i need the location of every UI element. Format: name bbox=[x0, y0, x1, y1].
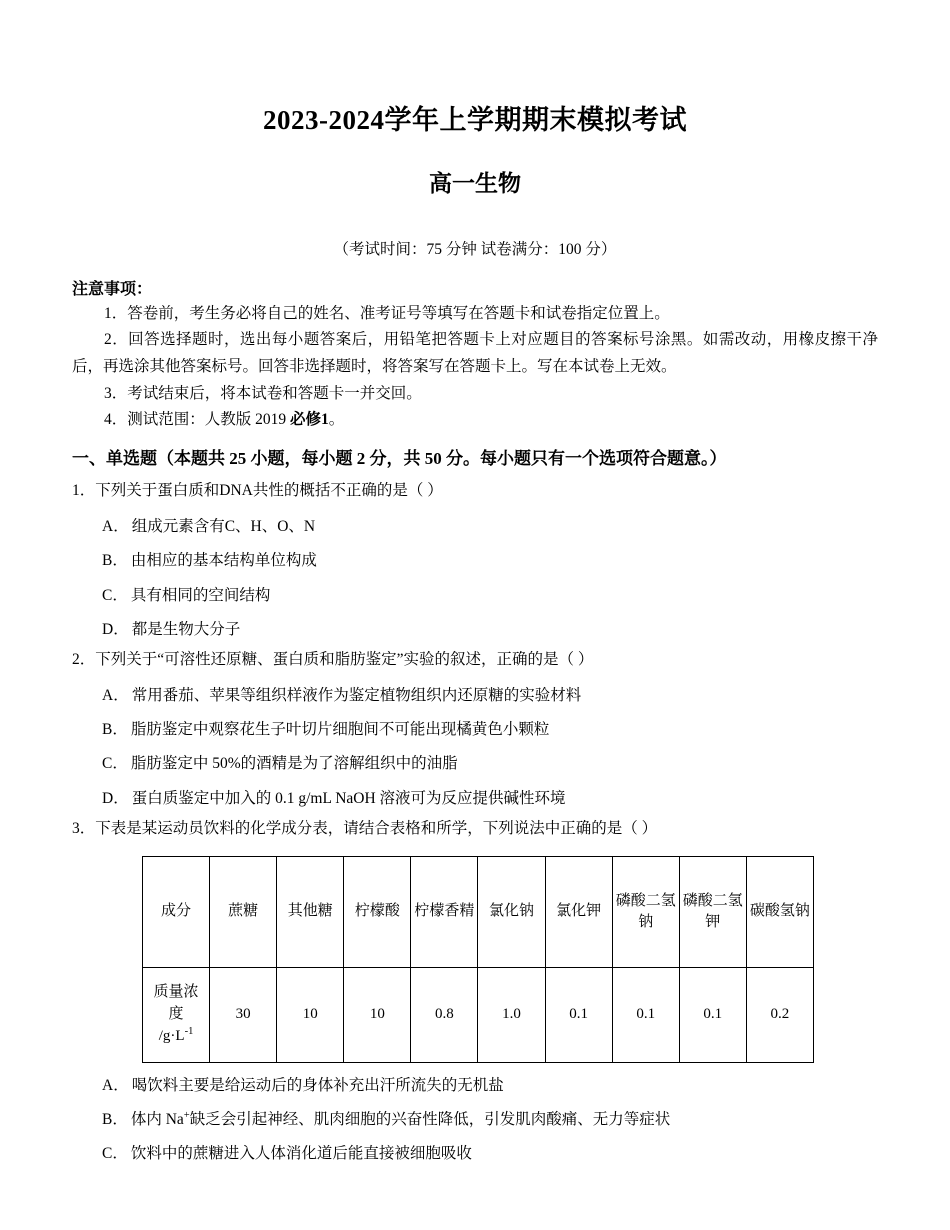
question-2-option-d bbox=[72, 776, 878, 810]
question-1-stem bbox=[72, 472, 878, 504]
option-text: 饮料中的蔗糖进入人体消化道后能直接被细胞吸收 bbox=[130, 1145, 472, 1163]
question-1-text: 下列关于蛋白质和DNA共性的概括不正确的是（ ） bbox=[95, 482, 443, 500]
option-label: D． bbox=[102, 620, 129, 638]
option-text: 蛋白质鉴定中加入的 0.1 g/mL NaOH 溶液可为反应提供碱性环境 bbox=[131, 789, 566, 807]
note-item-3: 3．考试结束后，将本试卷和答题卡一并交回。 bbox=[104, 384, 422, 402]
question-1-number: 1． bbox=[72, 482, 96, 500]
option-text: 组成元素含有C、H、O、N bbox=[131, 518, 316, 536]
table-value-cell-6: 0.1 bbox=[612, 967, 679, 1062]
option-label: A． bbox=[102, 686, 129, 704]
question-3-option-b bbox=[72, 1097, 878, 1131]
page-subtitle: 高一生物 bbox=[429, 171, 521, 197]
option-text: 脂肪鉴定中观察花生子叶切片细胞间不可能出现橘黄色小颗粒 bbox=[130, 721, 550, 739]
question-3-text: 下表是某运动员饮料的化学成分表，请结合表格和所学，下列说法中正确的是（ ） bbox=[95, 819, 658, 837]
ion-charge-superscript: + bbox=[183, 1109, 190, 1121]
option-text: 都是生物大分子 bbox=[131, 620, 241, 638]
table-header-cell-3: 柠檬酸 bbox=[344, 856, 411, 967]
row-label-line2: 度 bbox=[168, 1005, 184, 1022]
option-label: B． bbox=[102, 552, 128, 570]
option-text: 脂肪鉴定中 50%的酒精是为了溶解组织中的油脂 bbox=[130, 755, 458, 773]
question-2-stem bbox=[72, 641, 878, 673]
row-label-unit-exponent: -1 bbox=[184, 1025, 194, 1037]
table-value-cell-4: 1.0 bbox=[478, 967, 545, 1062]
note-item-4-suffix: 。 bbox=[328, 411, 345, 429]
option-label: D． bbox=[102, 789, 129, 807]
option-label: A． bbox=[102, 518, 129, 536]
question-1-option-c bbox=[72, 573, 878, 607]
option-text: 喝饮料主要是给运动后的身体补充出汗所流失的无机盐 bbox=[131, 1076, 504, 1094]
table-value-cell-0: 30 bbox=[210, 967, 277, 1062]
option-label: A． bbox=[102, 1076, 129, 1094]
question-1-option-d bbox=[72, 607, 878, 641]
table-row-label-concentration bbox=[143, 967, 210, 1062]
row-label-unit: /g·L bbox=[158, 1027, 185, 1044]
question-3-option-a bbox=[72, 1063, 878, 1097]
table-value-cell-3: 0.8 bbox=[411, 967, 478, 1062]
note-item-4-scope: 必修1 bbox=[290, 411, 329, 429]
notes-heading: 注意事项： bbox=[72, 280, 153, 298]
table-header-cell-4: 柠檬香精 bbox=[411, 856, 478, 967]
question-2-option-a bbox=[72, 673, 878, 707]
table-value-cell-2: 10 bbox=[344, 967, 411, 1062]
note-item-2: 2．回答选择题时，选出每小题答案后，用铅笔把答题卡上对应题目的答案标号涂黑。如需改动，用橡皮擦干净后，再选涂其他答案标号。回答非选择题时，将答案写在答题卡上。写在本试卷上无效。 bbox=[72, 331, 878, 376]
table-header-cell-9: 碳酸氢钠 bbox=[746, 856, 813, 967]
question-1-option-a bbox=[72, 504, 878, 538]
table-value-cell-1: 10 bbox=[277, 967, 344, 1062]
table-header-cell-6: 氯化钾 bbox=[545, 856, 612, 967]
option-text-before: 体内 Na bbox=[130, 1111, 184, 1129]
table-header-cell-2: 其他糖 bbox=[277, 856, 344, 967]
table-header-cell-8: 磷酸二氢钾 bbox=[679, 856, 746, 967]
question-1-option-b bbox=[72, 538, 878, 572]
drink-composition-table bbox=[142, 856, 814, 1063]
table-header-cell-1: 蔗糖 bbox=[210, 856, 277, 967]
table-header-cell-7: 磷酸二氢钠 bbox=[612, 856, 679, 967]
option-label: C． bbox=[102, 755, 128, 773]
table-value-row bbox=[143, 967, 814, 1062]
question-3-stem bbox=[72, 810, 878, 842]
exam-info: （考试时间：75 分钟 试卷满分：100 分） bbox=[333, 240, 617, 258]
table-value-cell-7: 0.1 bbox=[679, 967, 746, 1062]
question-3-option-c bbox=[72, 1131, 878, 1165]
table-value-cell-5: 0.1 bbox=[545, 967, 612, 1062]
question-3-number: 3． bbox=[72, 819, 96, 837]
option-text-after: 缺乏会引起神经、肌肉细胞的兴奋性降低，引发肌肉酸痛、无力等症状 bbox=[189, 1111, 671, 1129]
question-2-option-c bbox=[72, 741, 878, 775]
option-text: 由相应的基本结构单位构成 bbox=[130, 552, 317, 570]
option-text: 常用番茄、苹果等组织样液作为鉴定植物组织内还原糖的实验材料 bbox=[131, 686, 582, 704]
table-value-cell-8: 0.2 bbox=[746, 967, 813, 1062]
note-item-4-prefix: 4．测试范围：人教版 2019 bbox=[104, 411, 291, 429]
option-label: C． bbox=[102, 586, 128, 604]
question-2-option-b bbox=[72, 707, 878, 741]
option-label: C． bbox=[102, 1145, 128, 1163]
table-header-cell-5: 氯化钠 bbox=[478, 856, 545, 967]
question-2-number: 2． bbox=[72, 651, 96, 669]
option-text: 具有相同的空间结构 bbox=[130, 586, 271, 604]
section-heading-single-choice: 一、单选题（本题共 25 小题，每小题 2 分，共 50 分。每小题只有一个选项符合题意。） bbox=[72, 449, 727, 469]
page-title: 2023-2024学年上学期期末模拟考试 bbox=[263, 105, 687, 135]
option-label: B． bbox=[102, 1111, 128, 1129]
option-label: B． bbox=[102, 721, 128, 739]
note-item-1: 1．答卷前，考生务必将自己的姓名、准考证号等填写在答题卡和试卷指定位置上。 bbox=[104, 304, 670, 322]
table-header-cell-0: 成分 bbox=[143, 856, 210, 967]
note-item-4 bbox=[72, 407, 878, 434]
row-label-line1: 质量浓 bbox=[153, 984, 199, 1001]
drink-composition-table-wrap bbox=[72, 842, 878, 1063]
question-2-text: 下列关于“可溶性还原糖、蛋白质和脂肪鉴定”实验的叙述，正确的是（ ） bbox=[95, 651, 594, 669]
table-header-row bbox=[143, 856, 814, 967]
